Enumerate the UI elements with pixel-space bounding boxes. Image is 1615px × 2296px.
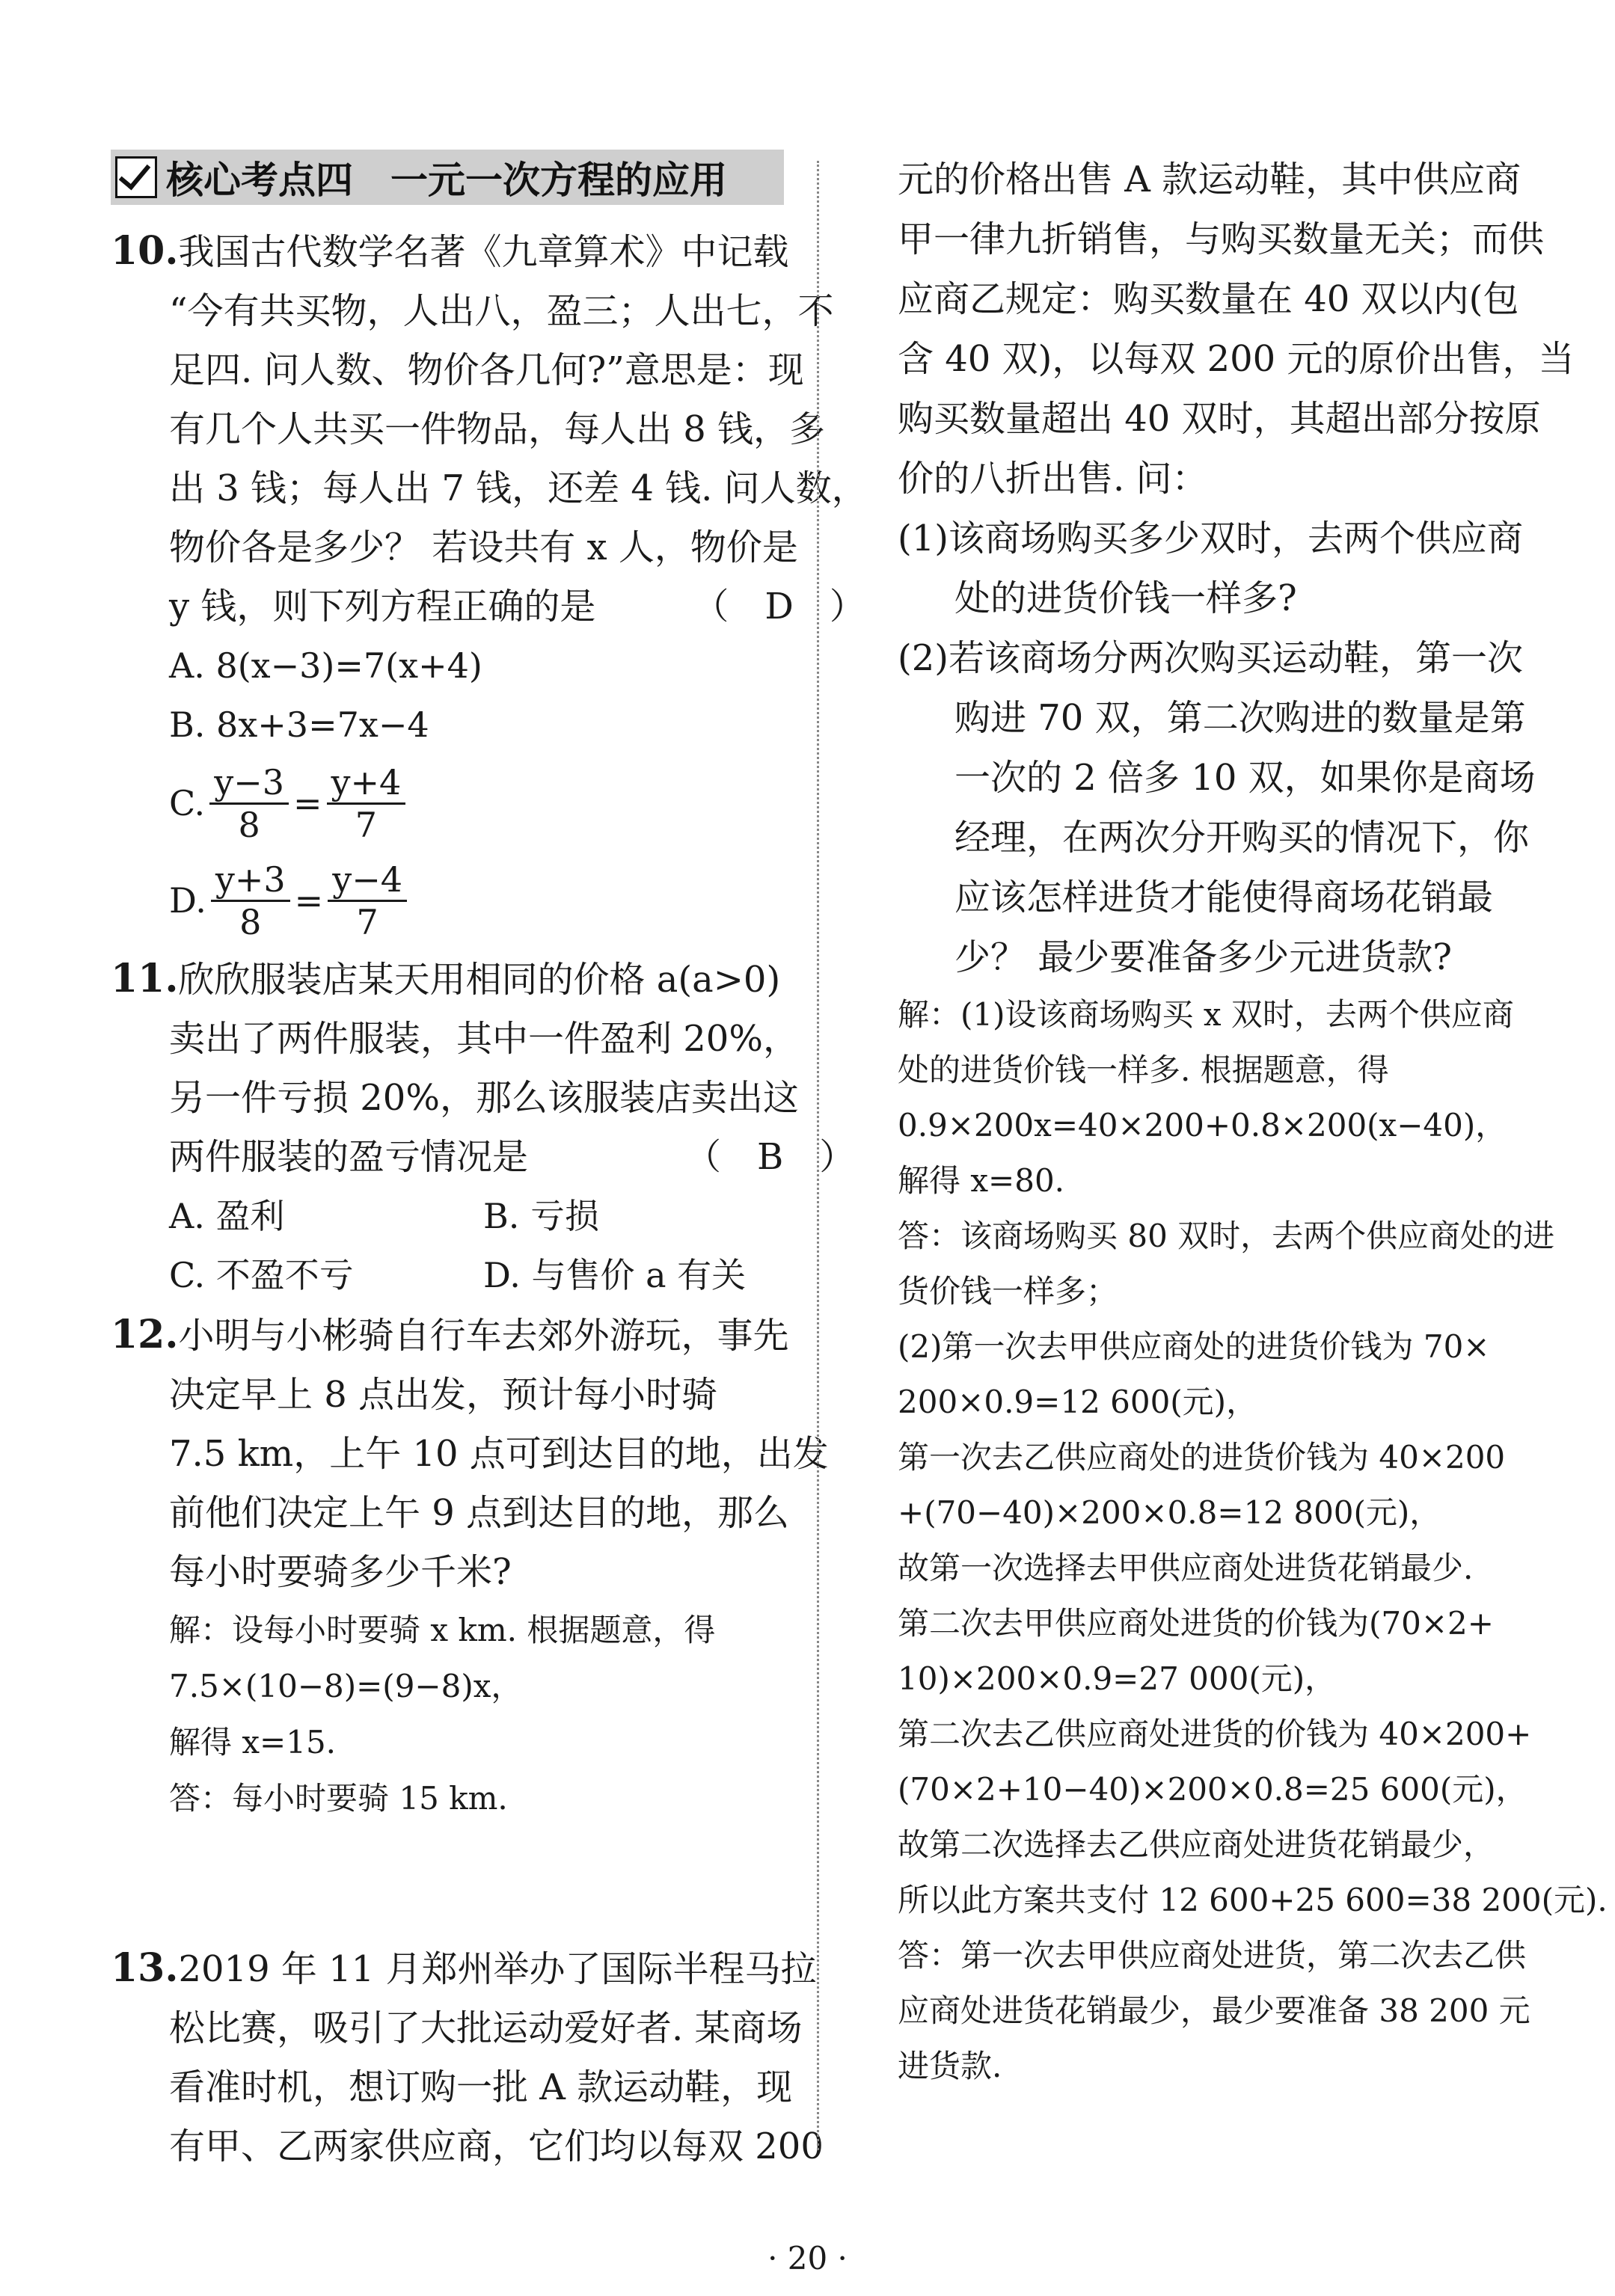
page-number: · 20 · <box>767 2240 848 2277</box>
question-text-line: 购买数量超出 40 双时，其超出部分按原 <box>898 398 1541 440</box>
solution-line: 故第二次选择去乙供应商处进货花销最少， <box>898 1826 1495 1863</box>
solution-line: (70×2+10−40)×200×0.8=25 600(元)， <box>898 1771 1527 1808</box>
sub-question-2-line: 经理，在两次分开购买的情况下，你 <box>954 817 1530 859</box>
option-b: B. 亏损 <box>483 1196 600 1236</box>
question-text-line: 另一件亏损 20%，那么该服装店卖出这 <box>169 1077 799 1119</box>
sub-question-2: (2)若该商场分两次购买运动鞋，第一次 <box>898 637 1523 679</box>
solution-line: +(70−40)×200×0.8=12 800(元)， <box>898 1494 1441 1531</box>
answer-choice: （ D ） <box>693 586 865 627</box>
question-10 <box>111 221 868 949</box>
option-b: B. 8x+3=7x−4 <box>169 705 429 745</box>
question-text-line: 前他们决定上午 9 点到达目的地，那么 <box>169 1492 790 1534</box>
solution-line: (2)第一次去甲供应商处的进货价钱为 70× <box>898 1328 1490 1365</box>
sub-question-2-line: 少？ 最少要准备多少元进货款? <box>954 936 1452 978</box>
question-text-line: 有几个人共买一件物品，每人出 8 钱，多 <box>169 408 826 450</box>
question-text-line: 足四. 问人数、物价各几何?”意思是：现 <box>169 349 804 391</box>
solution-line: 解得 x=80. <box>898 1162 1065 1199</box>
question-text-line: “今有共买物，人出八，盈三；人出七，不 <box>169 290 834 332</box>
option-c: C. 不盈不亏 <box>169 1255 354 1295</box>
question-text-line: 价的八折出售. 问： <box>898 458 1208 500</box>
question-text-line: 决定早上 8 点出发，预计每小时骑 <box>169 1374 718 1416</box>
sub-question-1: (1)该商场购买多少双时，去两个供应商 <box>898 518 1523 559</box>
solution-line: 处的进货价钱一样多. 根据题意，得 <box>898 1052 1389 1088</box>
question-text-line: 欣欣服装店某天用相同的价格 a(a>0) <box>178 959 781 1001</box>
question-13 <box>111 1939 824 2176</box>
option-c: C. $\frac{y-3}{8}$ = $\frac{y+4}{7}$ <box>111 755 799 852</box>
solution-line: 答：该商场购买 80 双时，去两个供应商处的进 <box>898 1218 1555 1254</box>
solution-line: 10)×200×0.9=27 000(元)， <box>898 1660 1337 1697</box>
solution-line: 第一次去乙供应商处的进货价钱为 40×200 <box>898 1439 1506 1476</box>
solution-line: 解得 x=15. <box>169 1724 337 1761</box>
question-text-line: 我国古代数学名著《九章算术》中记载 <box>178 231 789 273</box>
question-text-line: 松比赛，吸引了大批运动爱好者. 某商场 <box>169 2007 803 2049</box>
solution-line: 故第一次选择去甲供应商处进货花销最少. <box>898 1550 1474 1586</box>
question-number: 12. <box>111 1312 179 1357</box>
question-text-line: y 钱，则下列方程正确的是 <box>169 586 596 627</box>
solution-line: 货价钱一样多； <box>898 1273 1118 1310</box>
question-text-line: 甲一律九折销售，与购买数量无关；而供 <box>898 218 1545 260</box>
option-a: A. 盈利 <box>169 1196 285 1236</box>
solution-line: 所以此方案共支付 12 600+25 600=38 200(元). <box>898 1882 1608 1918</box>
solution-line: 答：第一次去甲供应商处进货，第二次去乙供 <box>898 1937 1527 1974</box>
sub-question-2-line: 应该怎样进货才能使得商场花销最 <box>954 877 1494 918</box>
section-header <box>111 150 784 205</box>
solution-line: 解：设每小时要骑 x km. 根据题意，得 <box>169 1612 716 1648</box>
question-number: 11. <box>111 956 179 1001</box>
solution-line: 答：每小时要骑 15 km. <box>169 1780 508 1817</box>
option-d: D. $\frac{y+3}{8}$ = $\frac{y-4}{7}$ <box>111 852 799 949</box>
question-text-line: 每小时要骑多少千米? <box>169 1551 512 1593</box>
question-text-line: 有甲、乙两家供应商，它们均以每双 200 <box>169 2125 824 2167</box>
column-divider <box>817 161 819 2150</box>
solution-line: 应商处进货花销最少，最少要准备 38 200 元 <box>898 1992 1530 2029</box>
sub-question-2-line: 购进 70 双，第二次购进的数量是第 <box>954 697 1526 739</box>
question-text-line: 卖出了两件服装，其中一件盈利 20%， <box>169 1018 799 1060</box>
solution-line: 200×0.9=12 600(元)， <box>898 1384 1258 1420</box>
checkmark-icon <box>115 156 157 198</box>
question-text-line: 物价各是多少？ 若设共有 x 人，物价是 <box>169 527 798 568</box>
option-d: D. 与售价 a 有关 <box>483 1255 747 1295</box>
solution-line: 7.5×(10−8)=(9−8)x， <box>169 1668 523 1704</box>
question-text-line: 元的价格出售 A 款运动鞋，其中供应商 <box>898 159 1521 200</box>
question-text-line: 含 40 双)，以每双 200 元的原价出售，当 <box>898 338 1575 380</box>
question-text-line: 2019 年 11 月郑州举办了国际半程马拉 <box>178 1948 817 1990</box>
question-text-line: 两件服装的盈亏情况是 <box>169 1136 529 1178</box>
question-text-line: 看准时机，想订购一批 A 款运动鞋，现 <box>169 2066 793 2108</box>
question-12 <box>111 1305 829 1826</box>
question-text-line: 小明与小彬骑自行车去郊外游玩，事先 <box>178 1315 789 1357</box>
answer-choice: （ B ） <box>685 1136 856 1178</box>
question-number: 10. <box>111 228 179 274</box>
sub-question-1-line: 处的进货价钱一样多? <box>954 577 1297 619</box>
right-column <box>898 150 1608 2094</box>
option-a: A. 8(x−3)=7(x+4) <box>169 645 482 686</box>
solution-line: 进货款. <box>898 2048 1002 2084</box>
solution-line: 第二次去甲供应商处进货的价钱为(70×2+ <box>898 1605 1494 1642</box>
question-number: 13. <box>111 1945 179 1991</box>
section-title: 核心考点四 一元一次方程的应用 <box>166 159 727 202</box>
question-text-line: 应商乙规定：购买数量在 40 双以内(包 <box>898 278 1519 320</box>
solution-line: 解：(1)设该商场购买 x 双时，去两个供应商 <box>898 996 1514 1033</box>
solution-13 <box>898 987 1608 2094</box>
question-text-line: 出 3 钱；每人出 7 钱，还差 4 钱. 问人数， <box>169 467 868 509</box>
question-text-line: 7.5 km，上午 10 点可到达目的地，出发 <box>169 1433 829 1475</box>
question-11 <box>111 949 856 1305</box>
left-column <box>111 150 868 2176</box>
sub-question-2-line: 一次的 2 倍多 10 双，如果你是商场 <box>954 757 1536 799</box>
solution-line: 0.9×200x=40×200+0.8×200(x−40)， <box>898 1107 1507 1144</box>
solution-line: 第二次去乙供应商处进货的价钱为 40×200+ <box>898 1716 1532 1752</box>
